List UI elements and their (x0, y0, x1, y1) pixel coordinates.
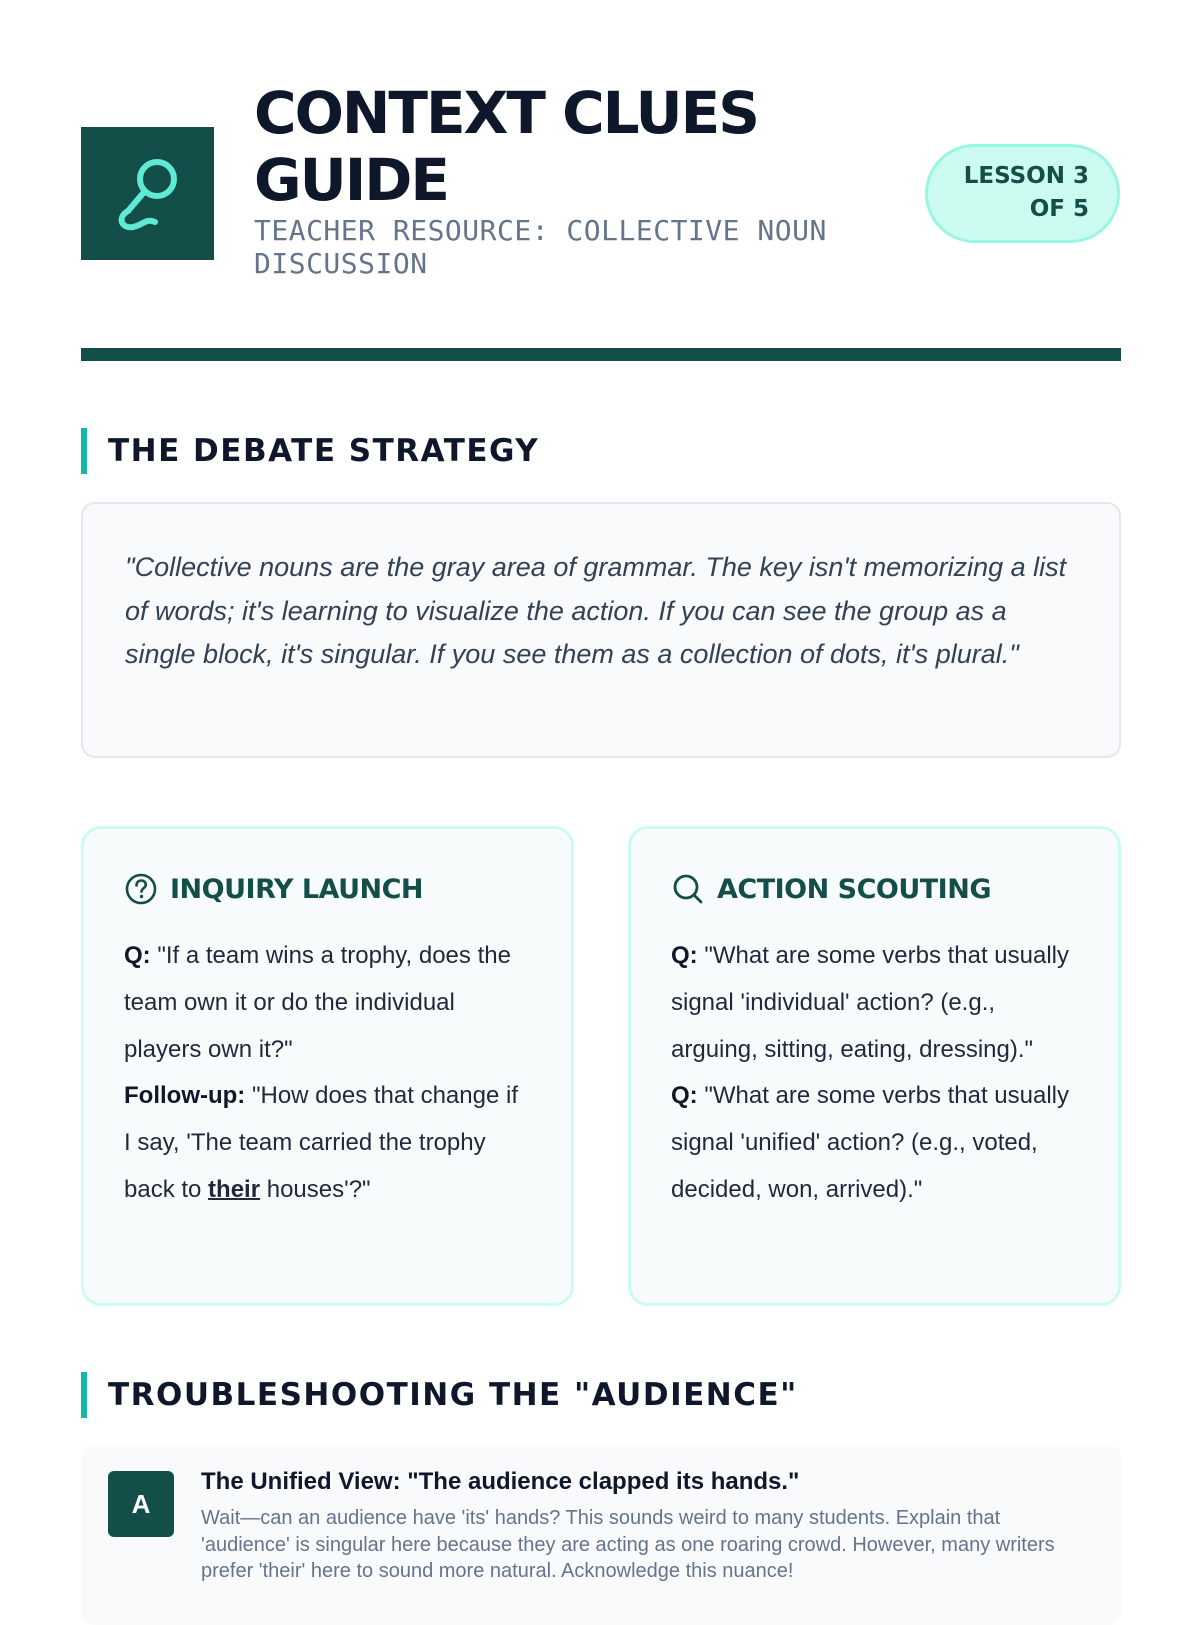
item-body: Wait—can an audience have 'its' hands? This sounds weird to many students. Explain that 'audience' is singular here because they are acting as one roaring crowd. However, many writers prefer 'their' here to sound more natural. Acknowledge this nuance! (201, 1507, 1055, 1583)
section-title: THE DEBATE STRATEGY (108, 433, 540, 469)
followup-emphasis: their (208, 1175, 261, 1203)
card-header (671, 869, 1078, 909)
card-header (124, 869, 531, 909)
page-subtitle: TEACHER RESOURCE: COLLECTIVE NOUN DISCUSSION (254, 214, 827, 280)
card-title: ACTION SCOUTING (717, 873, 991, 905)
followup-label: Follow-up: (124, 1082, 246, 1110)
logo-badge (81, 127, 214, 260)
section-title: TROUBLESHOOTING THE "AUDIENCE" (108, 1377, 798, 1413)
individual-action-question (671, 933, 1078, 1073)
followup-text-start: "How does that change if I say, 'The team carried the trophy back to (124, 1082, 518, 1203)
q-label: Q: (124, 942, 151, 969)
lesson-badge: LESSON 3 OF 5 (925, 144, 1120, 243)
followup-text-end: houses'?" (260, 1175, 371, 1203)
question-circle-icon (124, 872, 158, 906)
inquiry-question (124, 933, 531, 1073)
card-title: INQUIRY LAUNCH (170, 873, 424, 905)
unified-action-question (671, 1073, 1078, 1213)
q-label: Q: (671, 942, 698, 969)
heading-accent-bar (81, 1372, 87, 1418)
action-scouting-card (628, 826, 1121, 1306)
item-title: The Unified View: "The audience clapped its hands." (201, 1468, 800, 1495)
q-text: "What are some verbs that usually signal 'individual' action? (e.g., arguing, sitting, eating, dressing)." (671, 942, 1070, 1063)
microphone-icon (113, 154, 183, 234)
search-icon (671, 872, 705, 906)
heading-accent-bar (81, 428, 87, 474)
troubleshooting-item (81, 1445, 1121, 1625)
section-heading-troubleshooting (81, 1372, 798, 1418)
item-letter-badge: A (108, 1471, 174, 1537)
q-label: Q: (671, 1082, 698, 1110)
q-text: "If a team wins a trophy, does the team own it or do the individual players own it?" (124, 942, 511, 1063)
inquiry-followup (124, 1073, 531, 1213)
inquiry-launch-card (81, 826, 574, 1306)
q-text: "What are some verbs that usually signal 'unified' action? (e.g., voted, decided, won, arrived)." (671, 1082, 1070, 1203)
header-divider (81, 348, 1121, 361)
strategy-quote: "Collective nouns are the gray area of grammar. The key isn't memorizing a list of words; it's learning to visualize the action. If you can see the group as a single block, it's singular. If you see them as a collection of dots, it's plural." (125, 552, 1067, 669)
page-title: CONTEXT CLUES GUIDE (254, 79, 759, 214)
strategy-quote-box (81, 502, 1121, 758)
section-heading-debate (81, 428, 539, 474)
